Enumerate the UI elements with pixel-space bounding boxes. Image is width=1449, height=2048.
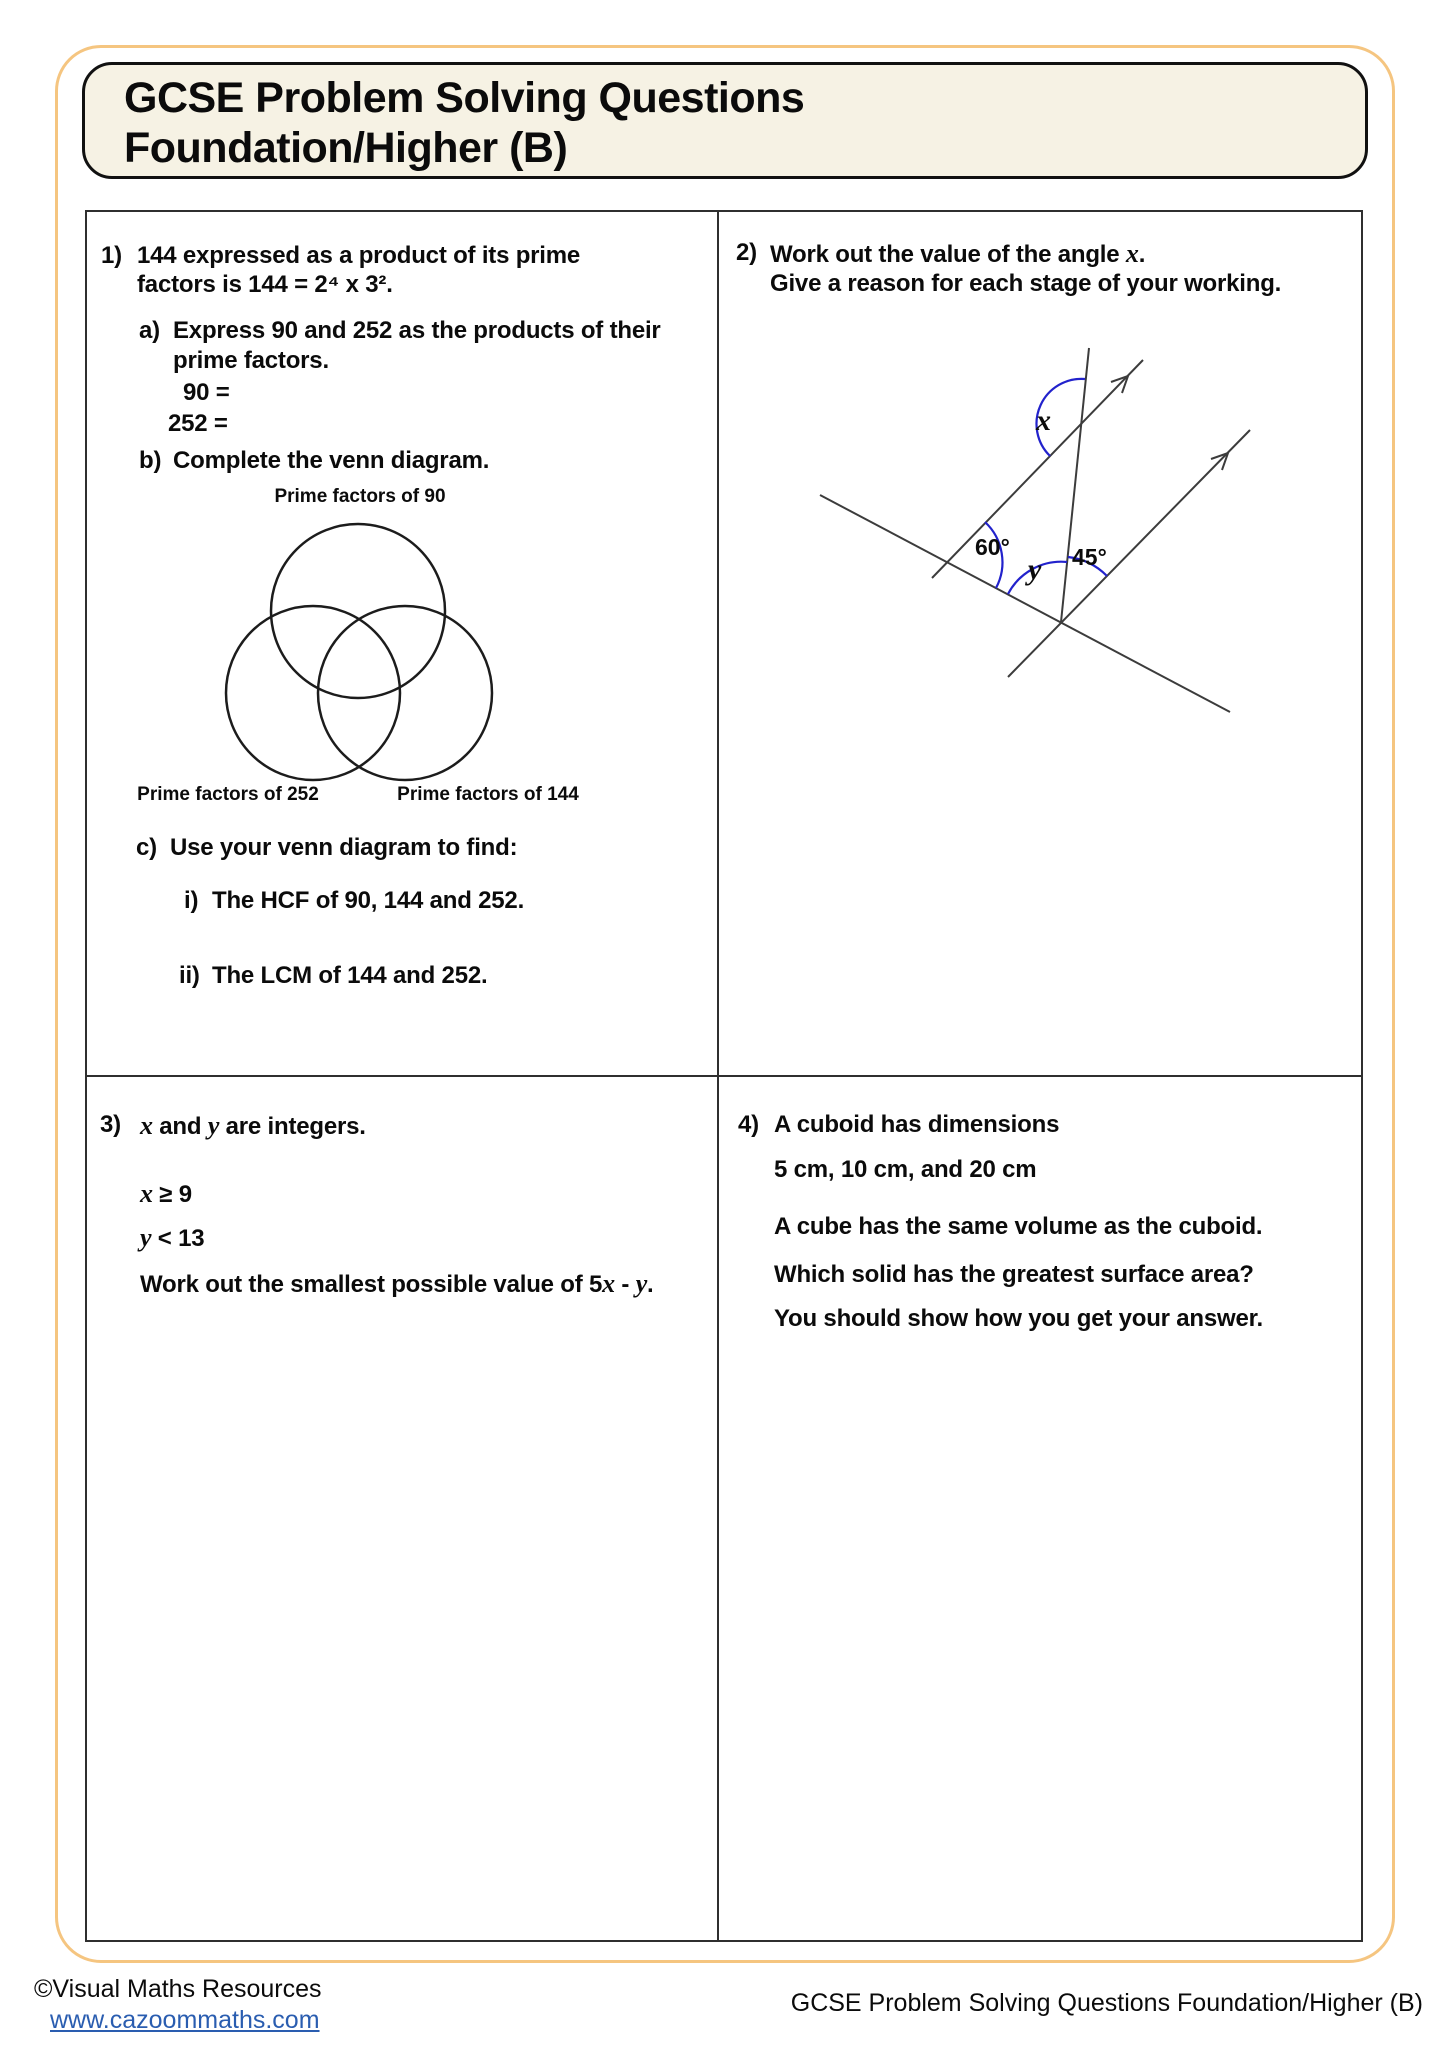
q3-intro-var-x: x [140, 1111, 153, 1140]
parallel-line-1 [932, 360, 1143, 578]
q1a-label: a) [139, 317, 160, 344]
footer-website-link[interactable]: www.cazoommaths.com [50, 2006, 320, 2034]
vertical-line [1061, 348, 1089, 622]
q1c-label: c) [136, 834, 157, 861]
q1cii-text: The LCM of 144 and 252. [212, 962, 488, 989]
grid-divider-horizontal [85, 1075, 1363, 1077]
q3-task-var-x: x [602, 1269, 615, 1298]
q1b-text: Complete the venn diagram. [173, 447, 490, 474]
q1cii-label: ii) [179, 962, 200, 989]
transversal-line [820, 495, 1230, 712]
q3-ineq2-rest: < 13 [151, 1225, 205, 1252]
q3-intro-var-y: y [207, 1111, 220, 1140]
angle-label-45: 45° [1072, 544, 1107, 570]
angle-label-60: 60° [975, 534, 1010, 560]
q3-number: 3) [100, 1111, 121, 1138]
q3-task-text: Work out the smallest possible value of 5 [140, 1271, 603, 1298]
q1a-line2: prime factors. [173, 347, 329, 374]
q3-ineq1-var: x [140, 1179, 153, 1208]
venn-circle-90 [271, 524, 445, 698]
q3-inequality-2 [140, 1224, 204, 1251]
q3-intro-and: and [152, 1113, 208, 1140]
q1b-label: b) [139, 447, 162, 474]
q3-ineq2-var: y [140, 1223, 152, 1252]
q3-intro-rest: are integers. [219, 1113, 366, 1140]
q2-line1-period: . [1138, 241, 1146, 268]
parallel-line-2 [1008, 430, 1250, 677]
q4-line4: Which solid has the greatest surface area? [774, 1261, 1254, 1288]
q3-task-var-y: y [635, 1269, 648, 1298]
q1-intro-line1: 144 expressed as a product of its prime [137, 242, 581, 269]
angle-label-y: y [1028, 553, 1042, 586]
footer-copyright: ©Visual Maths Resources [34, 1975, 322, 2003]
venn-label-144: Prime factors of 144 [397, 784, 579, 805]
q4-number: 4) [738, 1111, 759, 1138]
venn-circle-252 [226, 606, 400, 780]
q3-ineq1-rest: ≥ 9 [152, 1181, 192, 1208]
q3-task [140, 1270, 654, 1297]
venn-label-252: Prime factors of 252 [137, 784, 319, 805]
q4-line5: You should show how you get your answer. [774, 1305, 1263, 1332]
venn-diagram [180, 498, 520, 814]
q2-line1-text: Work out the value of the angle [770, 241, 1126, 268]
venn-circle-144 [318, 606, 492, 780]
q4-line2: 5 cm, 10 cm, and 20 cm [774, 1156, 1037, 1183]
q1-number: 1) [101, 242, 122, 269]
q3-inequality-1 [140, 1180, 192, 1207]
q3-task-period: . [647, 1271, 654, 1298]
q2-line2: Give a reason for each stage of your working. [770, 270, 1282, 297]
q1c-text: Use your venn diagram to find: [170, 834, 518, 861]
q1a-answer-252: 252 = [168, 410, 228, 437]
q2-number: 2) [736, 239, 757, 266]
footer-doc-title: GCSE Problem Solving Questions Foundation/Higher (B) [790, 1989, 1423, 2017]
q2-line1 [770, 240, 1145, 267]
q3-intro [140, 1112, 366, 1139]
venn-label-90: Prime factors of 90 [274, 486, 446, 507]
page-title-line1: GCSE Problem Solving Questions [124, 74, 805, 122]
q1ci-text: The HCF of 90, 144 and 252. [212, 887, 525, 914]
angle-label-x: x [1036, 404, 1051, 437]
page-title [124, 73, 1224, 173]
q1a-answer-90: 90 = [183, 379, 230, 406]
q1ci-label: i) [184, 887, 199, 914]
q4-line3: A cube has the same volume as the cuboid. [774, 1213, 1263, 1240]
q4-line1: A cuboid has dimensions [774, 1111, 1060, 1138]
page-title-line2: Foundation/Higher (B) [124, 124, 568, 172]
angle-diagram [790, 340, 1265, 735]
q3-task-minus: - [614, 1271, 636, 1298]
q1-intro-line2: factors is 144 = 2⁴ x 3². [137, 271, 393, 298]
q1a-line1: Express 90 and 252 as the products of their [173, 317, 661, 344]
q2-line1-var-x: x [1125, 239, 1139, 268]
